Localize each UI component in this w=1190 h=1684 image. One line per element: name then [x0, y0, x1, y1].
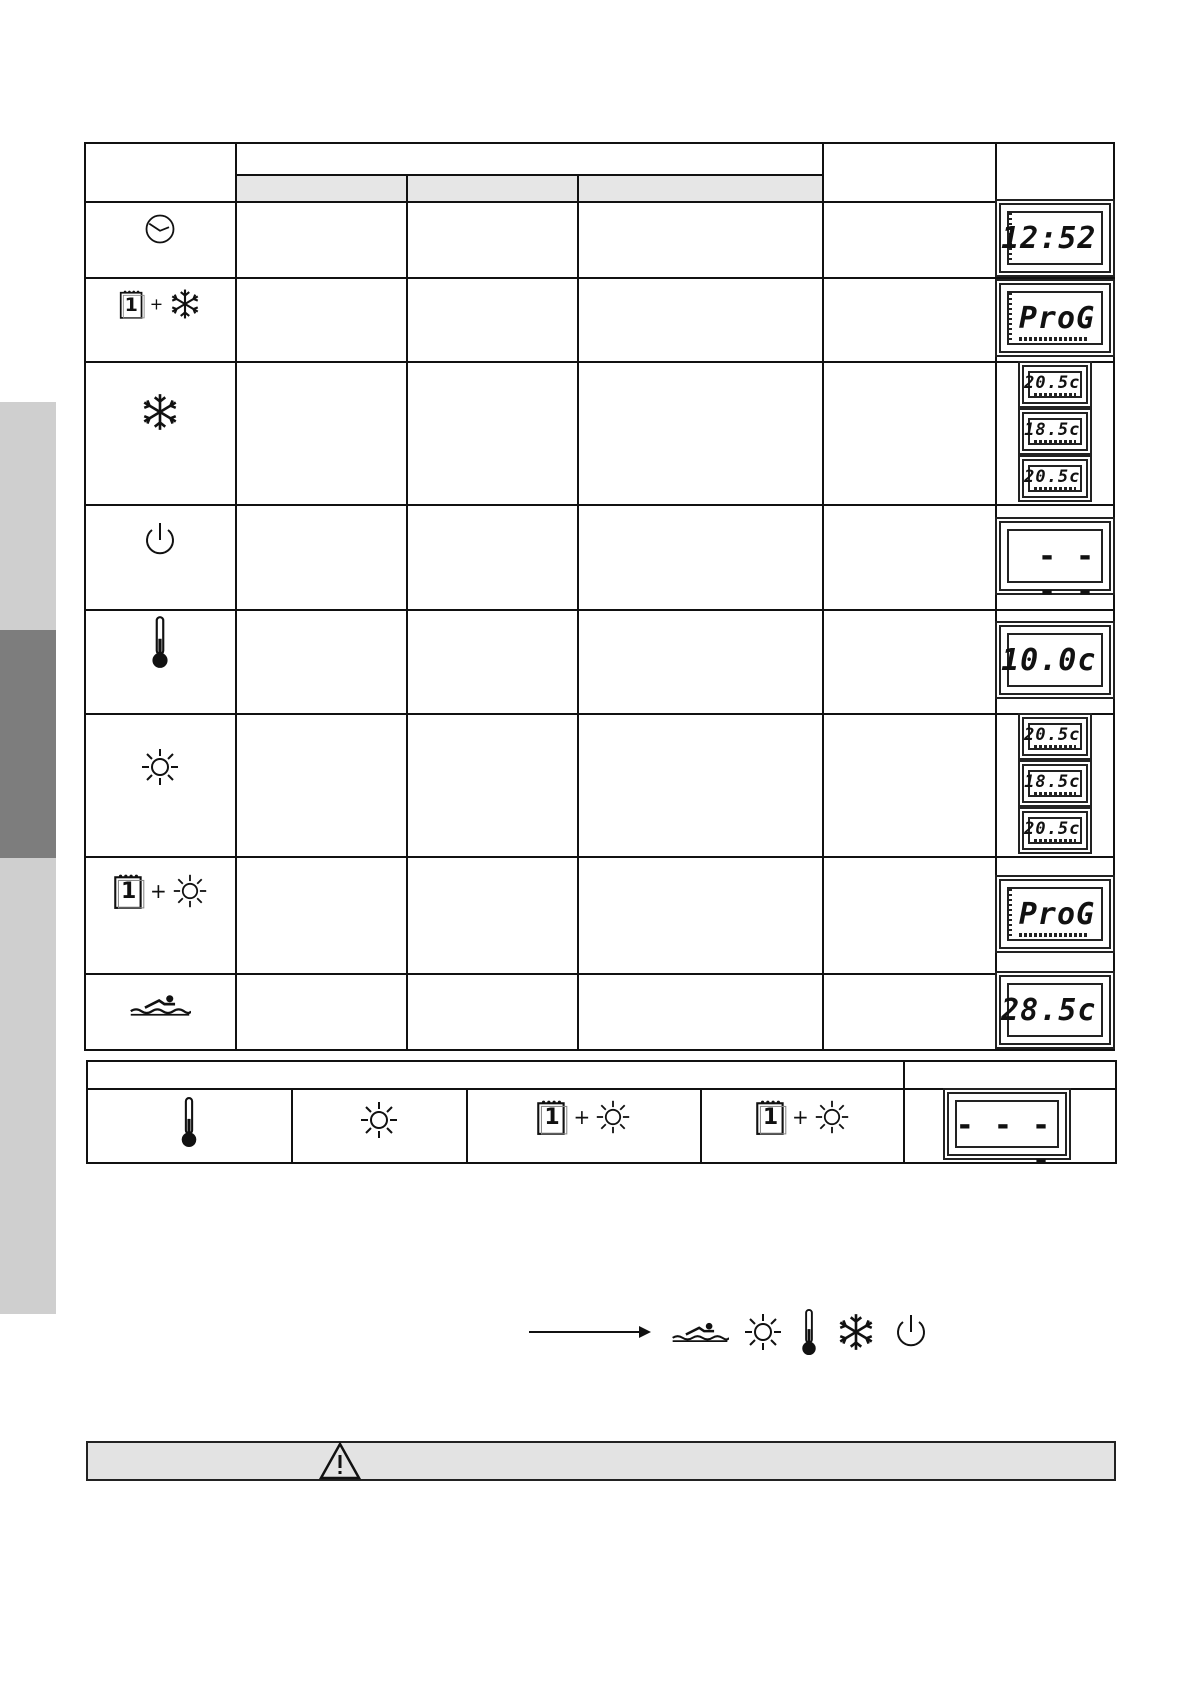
calendar-icon — [536, 1098, 568, 1136]
table-row — [85, 974, 1114, 1050]
power-icon — [891, 1312, 931, 1352]
lcd-display — [947, 1092, 1067, 1178]
swimmer-icon — [671, 1319, 729, 1345]
header-col5 — [823, 143, 996, 202]
lcd-text: 20.5c — [1024, 819, 1081, 839]
lcd-display-small — [1022, 459, 1088, 498]
swimmer-icon — [129, 991, 191, 1019]
sun-icon — [595, 1099, 631, 1135]
table-row — [85, 610, 1114, 714]
second-table — [86, 1060, 1117, 1178]
thermometer-icon — [797, 1308, 821, 1356]
lcd-text: - - - - — [955, 1108, 1052, 1178]
snowflake-icon — [139, 391, 181, 433]
header-sub-2 — [407, 175, 578, 202]
side-tab-active — [0, 630, 56, 858]
operating-modes-table — [84, 142, 1115, 1051]
power-icon — [140, 520, 180, 560]
table-row — [85, 202, 1114, 278]
sun-icon — [172, 873, 208, 909]
plus-sign: + — [150, 879, 167, 903]
lcd-display — [999, 975, 1111, 1045]
side-tab-lower — [0, 858, 56, 1314]
thermometer-icon — [147, 615, 173, 669]
calendar-digit: 1 — [544, 1105, 560, 1130]
warning-icon — [318, 1441, 362, 1481]
header-right — [904, 1061, 1116, 1089]
header-group — [236, 143, 823, 175]
table-row — [85, 857, 1114, 974]
arrow-icon — [529, 1331, 649, 1333]
table-row — [85, 714, 1114, 857]
lcd-display — [999, 879, 1111, 949]
lcd-text: ProG — [1018, 896, 1096, 932]
clock-icon — [142, 211, 178, 247]
calendar-icon — [755, 1098, 787, 1136]
sun-icon — [814, 1099, 850, 1135]
warning-bar — [86, 1441, 1116, 1481]
lcd-text: 20.5c — [1024, 467, 1081, 487]
mode-sequence — [529, 1308, 931, 1356]
plus-sign: + — [791, 1105, 809, 1129]
header-sub-3 — [578, 175, 823, 202]
header-left — [87, 1061, 904, 1089]
lcd-text: 12:52 — [1001, 221, 1097, 256]
header-display — [996, 143, 1114, 202]
snowflake-icon — [168, 287, 202, 321]
lcd-text: 18.5c — [1024, 772, 1081, 792]
calendar-digit: 1 — [762, 1105, 779, 1130]
lcd-text: 10.0c — [1001, 643, 1097, 678]
table-row — [85, 362, 1114, 505]
calendar-digit: 1 — [120, 879, 137, 904]
lcd-text: 20.5c — [1024, 373, 1081, 393]
lcd-display — [999, 283, 1111, 353]
header-mode — [85, 143, 236, 202]
lcd-display-small — [1022, 717, 1088, 756]
lcd-display-small — [1022, 764, 1088, 803]
snowflake-icon — [835, 1311, 877, 1353]
lcd-display-small — [1022, 811, 1088, 850]
table-row — [85, 278, 1114, 362]
lcd-display-small — [1022, 412, 1088, 451]
sun-icon — [743, 1312, 783, 1352]
lcd-display — [999, 521, 1111, 609]
lcd-display-small — [1022, 365, 1088, 404]
sun-icon — [140, 747, 180, 787]
header-sub-1 — [236, 175, 407, 202]
calendar-icon — [119, 288, 145, 320]
sun-icon — [359, 1100, 399, 1140]
side-tab-upper — [0, 402, 56, 630]
lcd-text: - - - - — [1037, 538, 1096, 609]
table-row — [85, 505, 1114, 610]
lcd-text: ProG — [1018, 301, 1096, 336]
lcd-text: 18.5c — [1024, 420, 1081, 440]
thermometer-icon — [176, 1096, 202, 1148]
plus-sign: + — [573, 1105, 591, 1129]
lcd-text: 28.5c — [1001, 993, 1097, 1028]
lcd-display — [999, 203, 1111, 273]
calendar-icon — [113, 872, 145, 910]
calendar-digit: 1 — [124, 294, 138, 316]
lcd-display — [999, 625, 1111, 695]
lcd-text: 20.5c — [1024, 725, 1081, 745]
plus-sign: + — [149, 294, 164, 314]
